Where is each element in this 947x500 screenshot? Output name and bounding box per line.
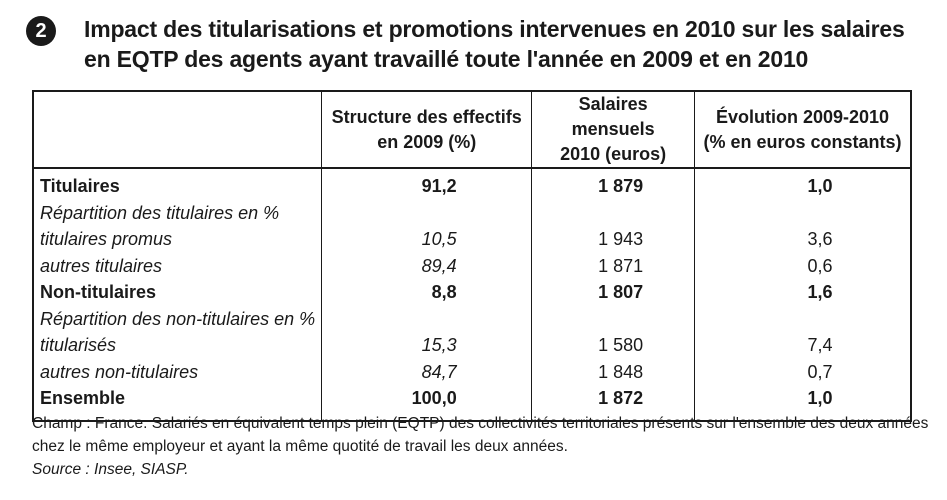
- cell-evolution: 3,6: [695, 226, 911, 253]
- row-label: Titulaires: [40, 176, 120, 196]
- figure-number-badge: 2: [26, 16, 56, 46]
- row-label: Répartition des non-titulaires en %: [40, 308, 316, 329]
- table-row: [33, 253, 911, 280]
- table-row: [33, 359, 911, 386]
- cell-evolution: 1,0: [695, 168, 911, 200]
- cell-effectifs: 84,7: [322, 359, 532, 386]
- header-salaires: Salaires mensuels 2010 (euros): [532, 91, 695, 168]
- table-row: [33, 200, 911, 227]
- cell-salaires: 1 872: [532, 385, 695, 421]
- source-note: Source : Insee, SIASP.: [32, 461, 189, 478]
- cell-effectifs: [322, 306, 532, 333]
- row-label: Non-titulaires: [40, 282, 157, 302]
- row-label: titulaires promus: [40, 229, 173, 249]
- header-label-cell: [33, 91, 322, 168]
- cell-salaires: [532, 306, 695, 333]
- header-effectifs: Structure des effectifs en 2009 (%): [322, 91, 532, 168]
- cell-evolution: 1,6: [695, 279, 911, 306]
- title-line-1: Impact des titularisations et promotions intervenues en 2010 sur les salaires: [84, 16, 905, 42]
- header-evolution: Évolution 2009-2010 (% en euros constants): [695, 91, 911, 168]
- cell-effectifs: [322, 200, 532, 227]
- row-label: titularisés: [40, 335, 117, 355]
- cell-evolution: 0,7: [695, 359, 911, 386]
- cell-evolution: 1,0: [695, 385, 911, 421]
- cell-effectifs: 8,8: [322, 279, 532, 306]
- table-row: [33, 226, 911, 253]
- footnote: [32, 412, 932, 481]
- cell-effectifs: 10,5: [322, 226, 532, 253]
- cell-salaires: 1 879: [532, 168, 695, 200]
- cell-salaires: 1 848: [532, 359, 695, 386]
- cell-evolution: [695, 306, 911, 333]
- row-label: autres titulaires: [40, 255, 163, 276]
- title-line-2: en EQTP des agents ayant travaillé toute l'année en 2009 et en 2010: [84, 46, 809, 72]
- cell-evolution: 7,4: [695, 332, 911, 359]
- cell-salaires: 1 871: [532, 253, 695, 280]
- cell-salaires: [532, 200, 695, 227]
- cell-effectifs: 91,2: [322, 168, 532, 200]
- figure-title: [84, 14, 936, 74]
- table-header-row: [33, 91, 911, 168]
- cell-evolution: [695, 200, 911, 227]
- cell-effectifs: 15,3: [322, 332, 532, 359]
- row-label: autres non-titulaires: [40, 361, 199, 382]
- cell-salaires: 1 580: [532, 332, 695, 359]
- row-label: Ensemble: [40, 388, 126, 408]
- figure-title-block: [26, 14, 936, 74]
- table-row: [33, 279, 911, 306]
- cell-salaires: 1 943: [532, 226, 695, 253]
- cell-effectifs: 100,0: [322, 385, 532, 421]
- cell-evolution: 0,6: [695, 253, 911, 280]
- table-row: [33, 306, 911, 333]
- scope-note: Champ : France. Salariés en équivalent temps plein (EQTP) des collectivités territoriales présents sur l'ensemble des deux années chez le même employeur et ayant la même quotité de travail les deux années.: [32, 415, 929, 455]
- cell-salaires: 1 807: [532, 279, 695, 306]
- row-label: Répartition des titulaires en %: [40, 202, 280, 223]
- data-table: [32, 90, 912, 422]
- table-row: [33, 168, 911, 200]
- table-row: [33, 332, 911, 359]
- cell-effectifs: 89,4: [322, 253, 532, 280]
